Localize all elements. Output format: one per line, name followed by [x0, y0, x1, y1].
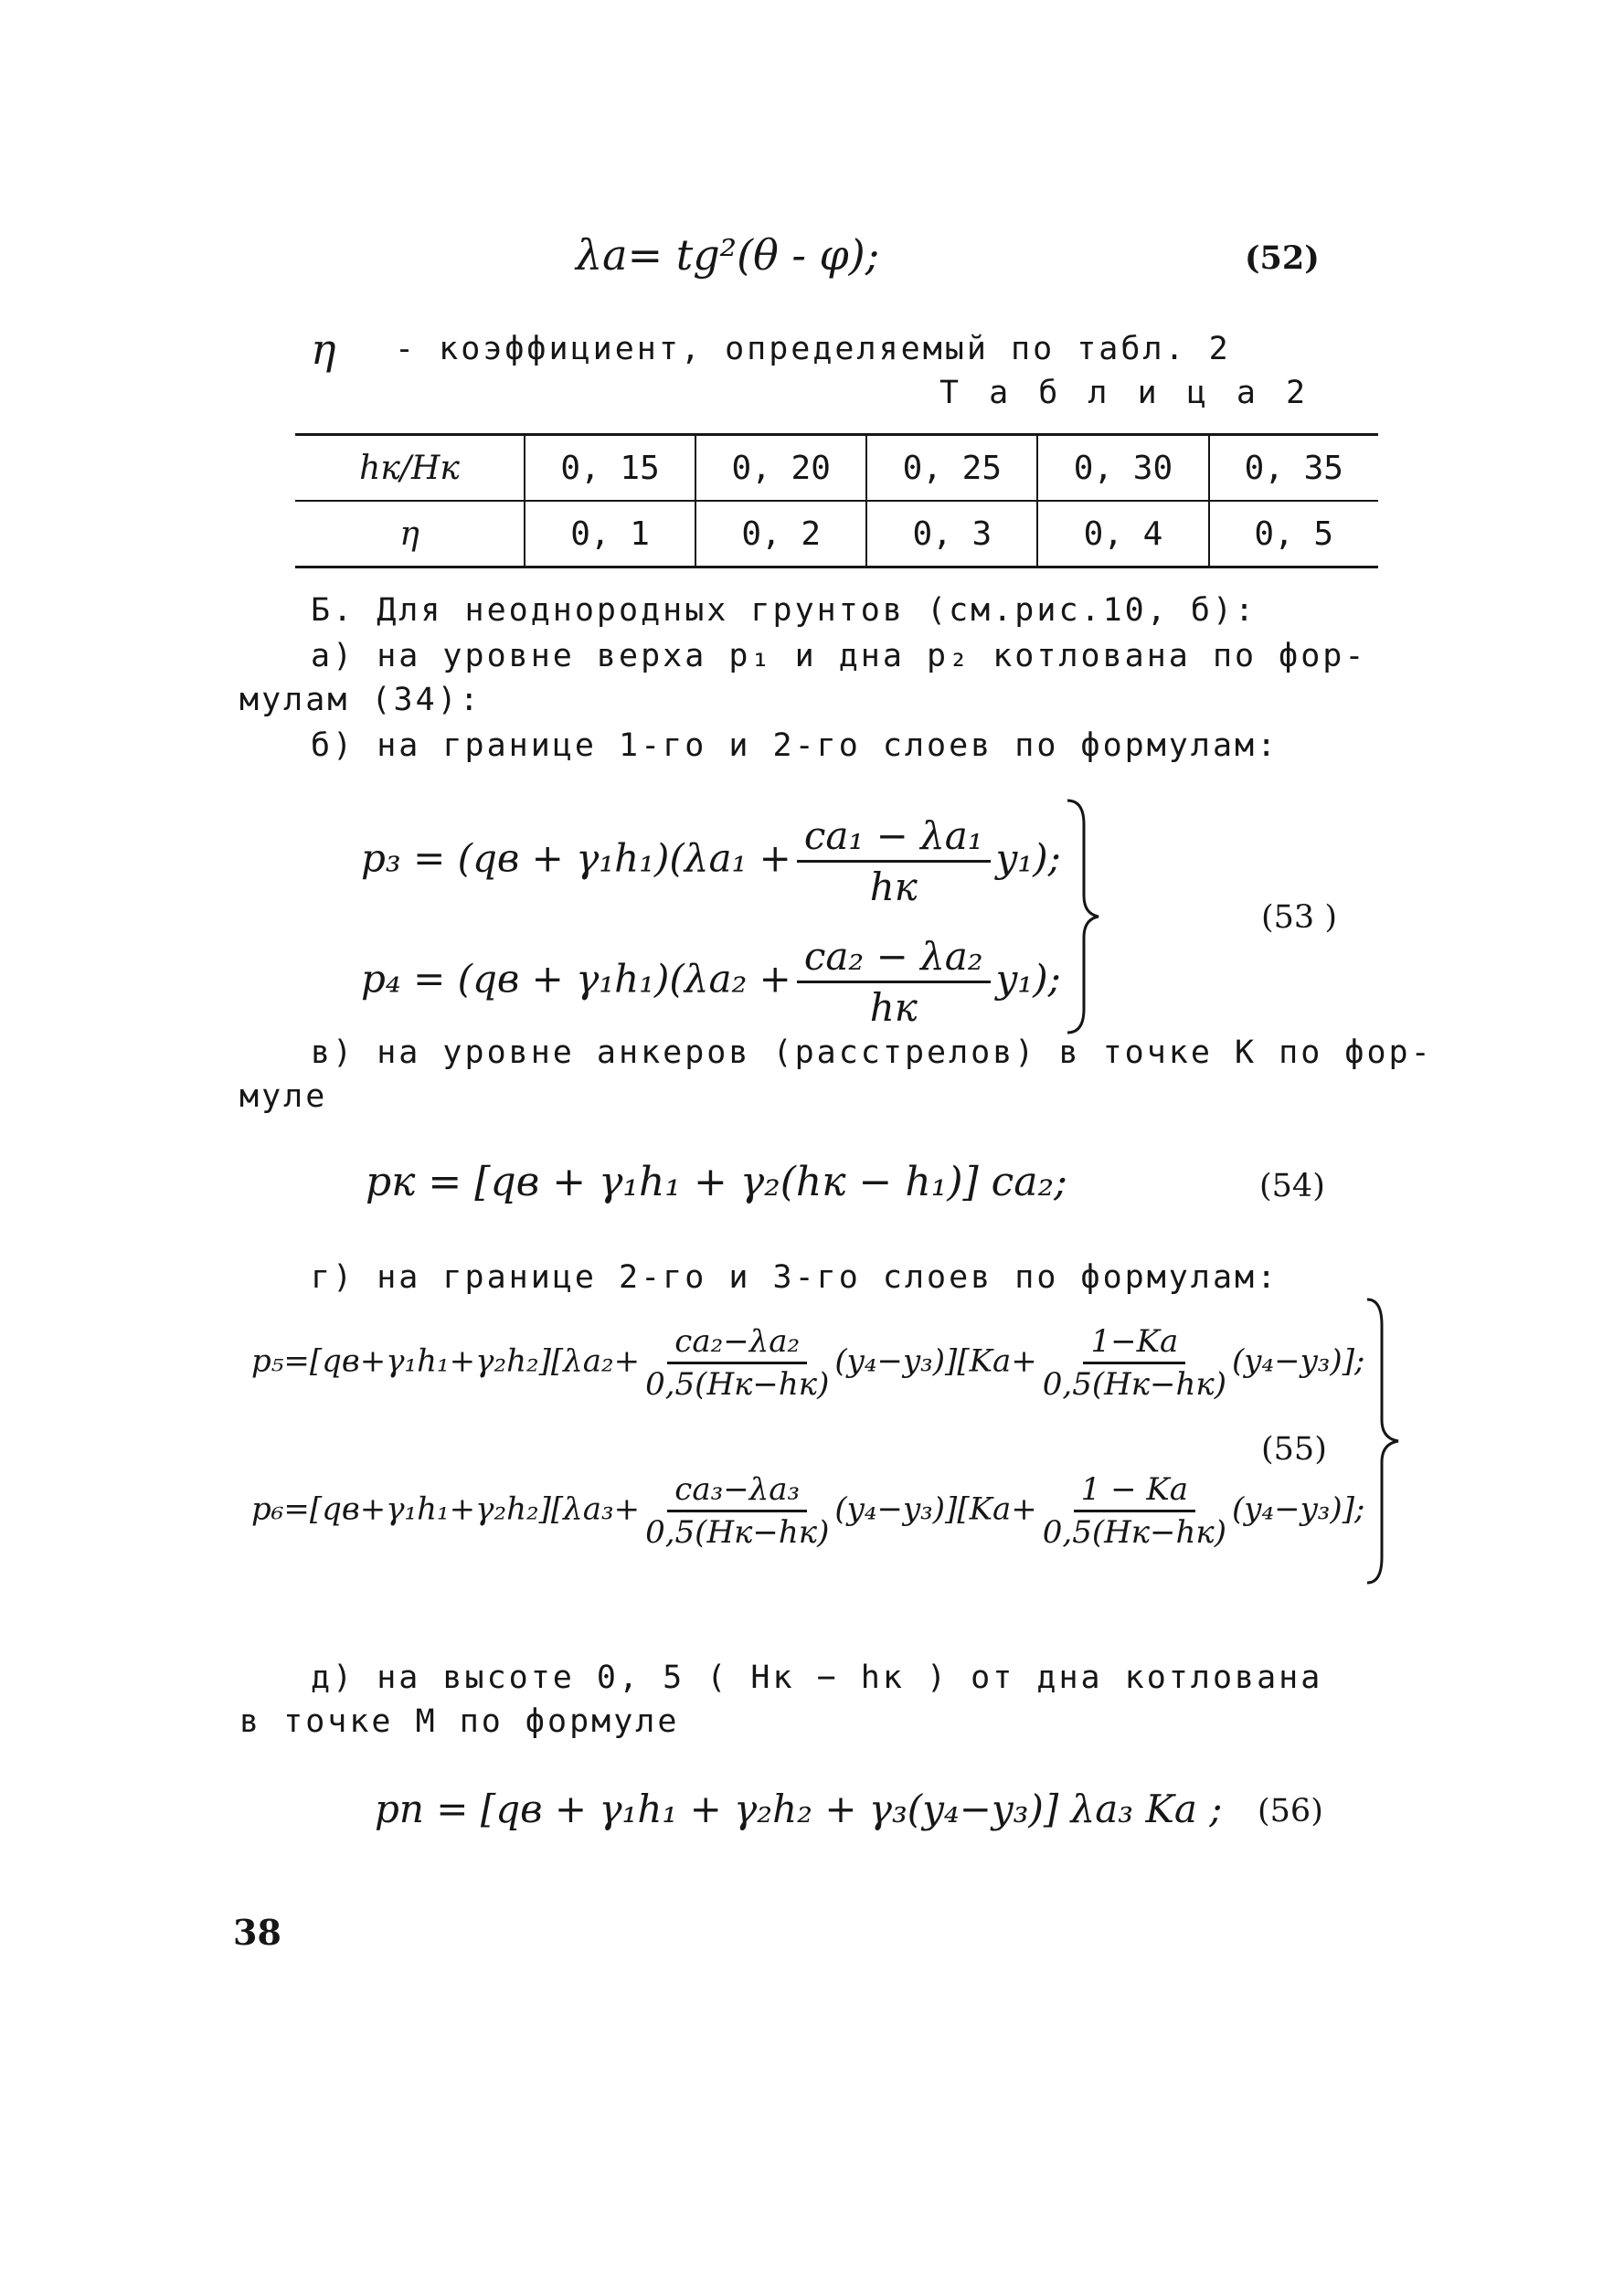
equation-56: pп = [qв + γ₁h₁ + γ₂h₂ + γ₃(y₄−y₃)] λa₃ Ka ;	[375, 1787, 1223, 1831]
table-cell: 0, 35	[1209, 435, 1379, 502]
section-b-heading: Б. Для неоднородных грунтов (см.рис.10, б):	[311, 592, 1258, 629]
item-v-line1: в) на уровне анкеров (расстрелов) в точке К по фор-	[311, 1034, 1433, 1071]
fraction	[645, 1471, 829, 1551]
fraction-numerator: ca₂−λa₂	[667, 1323, 807, 1364]
equation-55-p5-part-a: p₅=[qв+γ₁h₁+γ₂h₂][λa₂+	[251, 1342, 641, 1380]
item-g: г) на границе 2-го и 3-го слоев по формулам:	[311, 1259, 1279, 1296]
equation-55-p5-part-b: (y₄−y₃)][Ka+	[834, 1342, 1037, 1380]
fraction-numerator: 1−Ka	[1083, 1323, 1185, 1364]
equation-56-number: (56)	[1258, 1793, 1323, 1829]
equation-53-number: (53 )	[1261, 899, 1337, 936]
eta-definition: - коэффициент, определяемый по табл. 2	[395, 331, 1231, 367]
table-cell: 0, 25	[866, 435, 1037, 502]
table-cell: 0, 5	[1209, 501, 1379, 567]
table-cell: η	[295, 501, 525, 567]
table-cell: 0, 30	[1037, 435, 1208, 502]
equation-55-p6-part-a: p₆=[qв+γ₁h₁+γ₂h₂][λa₃+	[251, 1490, 641, 1528]
table-2	[295, 433, 1378, 568]
table-row	[295, 435, 1378, 502]
equation-53-p4-tail: y₁);	[995, 956, 1061, 1002]
fraction	[797, 934, 991, 1030]
table-cell: 0, 15	[525, 435, 695, 502]
fraction-denominator: 0,5(Hк−hк)	[645, 1366, 830, 1403]
equation-53-p3-tail: y₁);	[995, 835, 1061, 881]
equation-55-number: (55)	[1261, 1431, 1327, 1468]
table-cell: hк/Hк	[295, 435, 525, 502]
item-d-line1: д) на высоте 0, 5 ( Hк − hк ) от дна котлована	[311, 1660, 1323, 1696]
equation-52: λa= tg²(θ - φ);	[576, 230, 880, 280]
fraction-numerator: 1 − Ka	[1074, 1471, 1195, 1512]
equation-54: pк = [qв + γ₁h₁ + γ₂(hк − h₁)] ca₂;	[366, 1159, 1068, 1205]
equation-55-p6-part-c: (y₄−y₃)];	[1232, 1490, 1365, 1528]
table-caption: Т а б л и ц а 2	[939, 375, 1311, 411]
fraction-denominator: 0,5(Hк−hк)	[645, 1514, 830, 1551]
fraction-numerator: ca₁ − λa₁	[797, 813, 991, 863]
equation-53-p4-lhs: p₄ = (qв + γ₁h₁)(λa₂ +	[361, 956, 791, 1002]
page-number: 38	[233, 1912, 281, 1953]
equation-55-p5	[251, 1323, 1364, 1403]
equation-53-p3-lhs: p₃ = (qв + γ₁h₁)(λa₁ +	[361, 835, 791, 881]
fraction-denominator: hк	[869, 864, 918, 909]
fraction	[1043, 1471, 1226, 1551]
fraction-denominator: hк	[869, 985, 918, 1030]
item-a-line2: мулам (34):	[239, 682, 482, 718]
item-a-line1: а) на уровне верха p₁ и дна p₂ котлована по фор-	[311, 638, 1367, 674]
fraction	[797, 813, 991, 909]
table-cell: 0, 4	[1037, 501, 1208, 567]
equation-55-p6-part-b: (y₄−y₃)][Ka+	[834, 1490, 1037, 1528]
equation-54-number: (54)	[1259, 1168, 1325, 1204]
equation-53-p3	[361, 813, 1061, 909]
table-cell: 0, 3	[866, 501, 1037, 567]
table-cell: 0, 2	[695, 501, 866, 567]
item-d-line2: в точке М по формуле	[239, 1703, 680, 1740]
curly-brace	[1060, 797, 1106, 1036]
equation-53-p4	[361, 934, 1061, 1030]
fraction-numerator: ca₂ − λa₂	[797, 934, 991, 983]
equation-52-number: (52)	[1245, 239, 1320, 277]
curly-brace	[1362, 1296, 1404, 1586]
fraction	[645, 1323, 829, 1403]
table-cell: 0, 20	[695, 435, 866, 502]
eta-symbol: η	[311, 324, 336, 374]
fraction-numerator: ca₃−λa₃	[667, 1471, 807, 1512]
table-row	[295, 501, 1378, 567]
equation-55-p5-part-c: (y₄−y₃)];	[1232, 1342, 1365, 1380]
fraction-denominator: 0,5(Hк−hк)	[1042, 1514, 1226, 1551]
table-cell: 0, 1	[525, 501, 695, 567]
fraction	[1043, 1323, 1226, 1403]
item-b: б) на границе 1-го и 2-го слоев по формулам:	[311, 727, 1279, 764]
fraction-denominator: 0,5(Hк−hк)	[1042, 1366, 1226, 1403]
equation-55-p6	[251, 1471, 1364, 1551]
item-v-line2: муле	[239, 1078, 328, 1115]
